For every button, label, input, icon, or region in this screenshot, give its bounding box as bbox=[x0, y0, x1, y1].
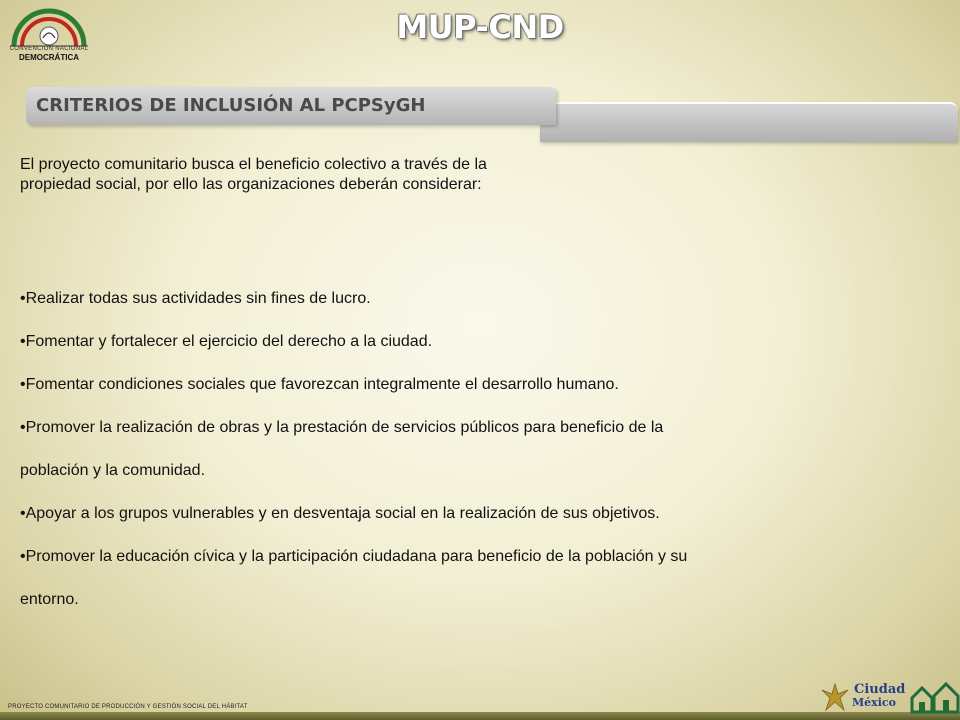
city-logo-word-1: Ciudad bbox=[854, 682, 906, 697]
list-item: •Realizar todas sus actividades sin fines de lucro. bbox=[20, 290, 371, 307]
list-item: •Fomentar condiciones sociales que favorezcan integralmente el desarrollo humano. bbox=[20, 376, 619, 393]
list-item: •Apoyar a los grupos vulnerables y en desventaja social en la realización de sus objetivos. bbox=[20, 505, 660, 522]
section-heading: CRITERIOS DE INCLUSIÓN AL PCPSyGH bbox=[36, 95, 426, 116]
list-item: •Fomentar y fortalecer el ejercicio del derecho a la ciudad. bbox=[20, 333, 433, 350]
section-header bbox=[26, 87, 556, 125]
list-item: •Promover la realización de obras y la prestación de servicios públicos para beneficio de la bbox=[20, 419, 664, 436]
list-item-continuation: entorno. bbox=[20, 591, 79, 608]
intro-paragraph: El proyecto comunitario busca el beneficio colectivo a través de la propiedad social, por ello las organizaciones deberán considerar: bbox=[20, 156, 487, 193]
logo-label-convention: CONVENCIÓN NACIONAL bbox=[9, 46, 89, 52]
list-item: •Promover la educación cívica y la participación ciudadana para beneficio de la población y su bbox=[20, 548, 688, 565]
city-logo-word-2: México bbox=[852, 696, 896, 709]
section-decorative-bar bbox=[540, 102, 958, 142]
ciudad-mexico-logo bbox=[818, 680, 906, 720]
list-item-continuation: población y la comunidad. bbox=[20, 462, 206, 479]
mup-cnd-logo bbox=[4, 6, 94, 64]
houses-icon bbox=[910, 680, 960, 714]
angel-icon bbox=[818, 680, 852, 714]
criteria-list bbox=[20, 287, 820, 631]
logo-label-democratica: DEMOCRÁTICA bbox=[19, 53, 79, 62]
page-title: MUP-CND bbox=[396, 8, 564, 46]
footer-text: PROYECTO COMUNITARIO DE PRODUCCIÓN Y GESTIÓN SOCIAL DEL HÁBITAT bbox=[8, 704, 248, 710]
housing-logo bbox=[910, 680, 960, 720]
logo-emblem-icon bbox=[4, 6, 94, 48]
footer-bar bbox=[0, 712, 960, 720]
